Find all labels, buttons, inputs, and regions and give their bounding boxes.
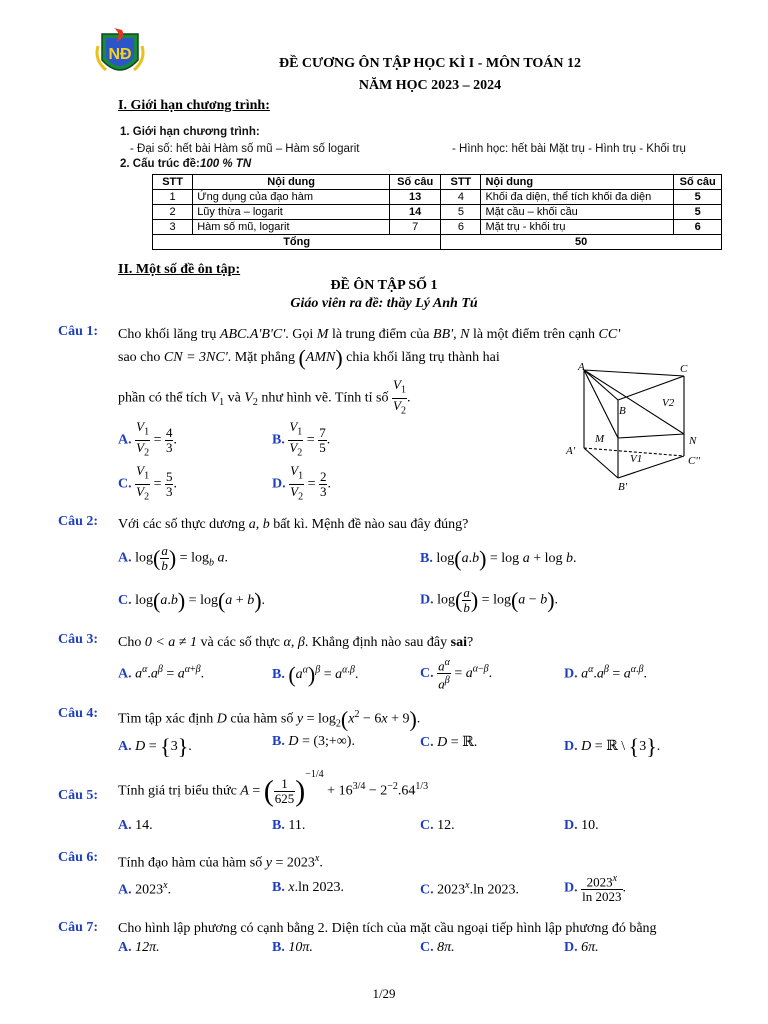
table-cell: Mặt trụ - khối trụ [481, 220, 674, 235]
q1-line1 [118, 324, 728, 346]
q3-option-d[interactable]: D. $a^\alpha.a^\beta = a^{\alpha.\beta}$. [564, 664, 647, 682]
option-letter: C. [118, 593, 132, 609]
fig-label-c: C [680, 363, 688, 375]
text: như hình vẽ. Tính tỉ số [257, 390, 392, 406]
option-letter: A. [118, 666, 132, 682]
text: . Khẳng định nào sau đây [304, 635, 451, 650]
table-cell: Khối đa diện, thể tích khối đa diện [481, 190, 674, 205]
option-value: 12. [437, 818, 455, 833]
q7-option-a[interactable] [118, 940, 160, 956]
option-letter: D. [564, 739, 578, 755]
text: Với các số thực dương [118, 517, 249, 532]
text: Cho khối lăng trụ [118, 327, 220, 342]
col-stt: STT [153, 175, 193, 190]
q4-option-d[interactable]: D. D = ℝ \ {3}. [564, 734, 661, 759]
q5-label: Câu 5: [58, 788, 99, 803]
text: là một điểm trên cạnh [469, 327, 599, 342]
option-letter: D. [272, 476, 286, 492]
option-value: 8π. [437, 940, 455, 955]
table-cell: 1 [153, 190, 193, 205]
geometry-scope: - Hình học: hết bài Mặt trụ - Hình trụ - Khối trụ [452, 143, 686, 155]
q3-option-c[interactable]: C. $\frac{a^\alpha}{a^\beta}$ = $a^{\alpha-\beta}$. [420, 657, 493, 692]
option-value: 10. [581, 818, 599, 833]
denominator: 3 [165, 439, 173, 455]
exam-teacher: Giáo viên ra đề: thầy Lý Anh Tú [290, 296, 478, 311]
table-cell: Lũy thừa – logarit [193, 205, 390, 220]
q5-option-b[interactable] [272, 818, 305, 834]
q2-label: Câu 2: [58, 514, 99, 529]
q7-label: Câu 7: [58, 920, 99, 935]
page-number: 1/29 [372, 986, 396, 1001]
structure-subheading: 2. Cấu trúc đề: [120, 158, 200, 170]
option-letter: B. [272, 818, 285, 833]
math: a, b [248, 517, 270, 532]
total-label: Tổng [153, 235, 441, 250]
option-value: 12π. [135, 940, 160, 955]
section1-heading: I. Giới hạn chương trình: [118, 98, 270, 113]
option-letter: C. [420, 940, 434, 955]
numerator: 2 [319, 468, 327, 484]
q6-text: Tính đạo hàm của hàm số $y = 2023^x$. [118, 853, 323, 871]
school-logo [92, 26, 148, 82]
math: BB' [433, 327, 454, 342]
table-header-row [153, 175, 722, 190]
table-cell: 6 [674, 220, 722, 235]
table-cell: Hàm số mũ, logarit [193, 220, 390, 235]
math: CN = 3NC' [163, 350, 228, 366]
math: α, β [283, 635, 305, 650]
q1-label: Câu 1: [58, 324, 99, 339]
table-cell: 13 [390, 190, 441, 205]
col-count-2: Số câu [674, 175, 722, 190]
q7-option-d[interactable] [564, 940, 599, 956]
q5-text: Tính giá trị biểu thức A = ( $\frac{1}{625}$ )$^{-1/4} + 16^{3/4} - 2^{-2}.64^{1/3}$ [118, 769, 429, 808]
q5-option-a[interactable] [118, 818, 153, 834]
limit-subheading: 1. Giới hạn chương trình: [120, 126, 260, 138]
option-letter: D. [420, 592, 434, 608]
q2-option-d[interactable]: D. log( $\frac{a}{b}$ ) = log(a − b). [420, 585, 559, 615]
col-count: Số câu [390, 175, 441, 190]
table-cell: 2 [153, 205, 193, 220]
text: Tìm tập xác định [118, 711, 217, 727]
option-letter: B. [272, 734, 285, 749]
numerator: 7 [319, 424, 326, 440]
q3-option-b[interactable]: B. $(a^\alpha)^\beta = a^{\alpha.\beta}$. [272, 662, 359, 687]
option-letter: A. [118, 882, 132, 898]
q1-option-c[interactable]: C. $\frac{V_1}{V_2}$ = $\frac{5}{3}$ . [118, 463, 177, 503]
text: ? [466, 635, 474, 650]
q1-option-d[interactable]: D. $\frac{V_1}{V_2}$ = $\frac{2}{3}$ . [272, 463, 331, 503]
numerator: 4 [165, 424, 173, 440]
q5-option-c[interactable] [420, 818, 455, 834]
table-row [153, 205, 722, 220]
math: AMN [305, 350, 336, 366]
total-value: 50 [441, 235, 722, 250]
text: của hàm số [226, 711, 297, 727]
table-cell: 6 [441, 220, 481, 235]
table-row [153, 190, 722, 205]
option-letter: B. [272, 432, 285, 448]
q1-line3: phần có thể tích $V_1$ và $V_2$ như hình vẽ. Tính tỉ số $\frac{V_1}{V_2}$ . [118, 377, 411, 417]
table-cell: 4 [441, 190, 481, 205]
section2-heading: II. Một số đề ôn tập: [118, 262, 241, 277]
text: Tính giá trị biểu thức [118, 783, 241, 799]
col-stt-2: STT [441, 175, 481, 190]
option-letter: C. [420, 666, 434, 682]
q4-text: Tìm tập xác định D của hàm số $y = \log_2(x^2 - 6x + 9)$. [118, 706, 421, 732]
fig-label-b-prime: B' [618, 481, 628, 493]
table-cell: 7 [390, 220, 441, 235]
fig-label-n: N [689, 435, 697, 447]
emphasis: sai [450, 635, 467, 650]
q1-line2: sao cho CN = 3NC'. Mặt phẳng (AMN) chia khối lăng trụ thành hai [118, 345, 500, 370]
math: 0 < a ≠ 1 [144, 635, 197, 650]
math: D [216, 711, 227, 727]
option-letter: B. [420, 551, 433, 567]
q3-label: Câu 3: [58, 632, 99, 647]
col-content: Nội dung [193, 175, 390, 190]
denominator: 3 [319, 483, 327, 499]
text: và [224, 390, 245, 406]
denominator: 3 [165, 483, 173, 499]
option-value: 10π. [288, 940, 313, 955]
option-letter: C. [420, 735, 434, 750]
option-letter: B. [272, 880, 285, 895]
fig-label-m: M [595, 433, 605, 445]
option-letter: A. [118, 432, 132, 448]
table-cell: 3 [153, 220, 193, 235]
text: bất kì. Mệnh đề nào sau đây đúng? [269, 517, 469, 532]
text: Cho [118, 635, 145, 650]
option-value: 11. [288, 818, 306, 833]
prism-diagram [562, 360, 722, 496]
fig-label-a-prime: A' [566, 445, 576, 457]
q1-option-a[interactable]: A. $\frac{V_1}{V_2}$ = $\frac{4}{3}$ . [118, 419, 177, 459]
option-letter: B. [272, 940, 285, 955]
fig-label-a: A [578, 361, 585, 373]
fig-label-v1: V1 [630, 453, 643, 465]
table-cell: 5 [674, 190, 722, 205]
structure-value: 100 % TN [200, 158, 252, 170]
table-cell: 5 [441, 205, 481, 220]
q2-option-a[interactable]: A. log( $\frac{a}{b}$ ) = $\log_b a$. [118, 543, 228, 573]
option-letter: A. [118, 550, 132, 566]
fig-label-v2: V2 [662, 397, 675, 409]
option-letter: A. [118, 739, 132, 755]
svg-text:NĐ: NĐ [108, 46, 132, 63]
option-letter: D. [564, 666, 578, 682]
q7-text: Cho hình lập phương có cạnh bằng 2. Diện tích của mặt cầu ngoại tiếp hình lập phương đó bằng [118, 921, 657, 936]
numerator: 5 [165, 468, 173, 484]
q6-option-b[interactable]: B. x.ln 2023. [272, 880, 344, 895]
q4-option-b[interactable]: B. D = (3;+∞). [272, 734, 355, 749]
table-row [153, 220, 722, 235]
q1-option-b[interactable]: B. $\frac{V_1}{V_2}$ = $\frac{7}{5}$ . [272, 419, 331, 459]
option-letter: A. [118, 940, 132, 955]
option-letter: D. [564, 818, 578, 833]
school-year: NĂM HỌC 2023 – 2024 [358, 78, 502, 93]
q2-option-b[interactable]: B. log(a.b) = log a + log b. [420, 546, 577, 571]
q2-option-c[interactable]: C. log(a.b) = log(a + b). [118, 588, 266, 613]
option-letter: D. [564, 880, 578, 896]
q3-option-a[interactable]: A. $a^\alpha.a^\beta = a^{\alpha+\beta}$. [118, 664, 205, 682]
denominator: 5 [319, 439, 326, 455]
table-cell: Ứng dụng của đạo hàm [193, 190, 390, 205]
math: CC' [598, 327, 621, 342]
option-value: 14. [135, 818, 153, 833]
option-letter: A. [118, 818, 132, 833]
math: M [316, 327, 329, 342]
text: Tính đạo hàm của hàm số [118, 855, 266, 871]
school-logo-icon [92, 26, 148, 82]
q6-label: Câu 6: [58, 850, 99, 865]
algebra-scope: - Đại số: hết bài Hàm số mũ – Hàm số logarit [130, 143, 360, 155]
fig-label-b: B [619, 405, 626, 417]
option-letter: D. [564, 940, 578, 955]
option-letter: C. [420, 818, 434, 833]
q2-text [118, 514, 728, 536]
text: sao cho [118, 350, 164, 366]
option-letter: B. [272, 667, 285, 683]
q5-option-d[interactable] [564, 818, 599, 834]
text: . Gọi [285, 327, 317, 342]
option-letter: C. [118, 476, 132, 492]
q3-text [118, 632, 728, 654]
text: , [453, 327, 461, 342]
q6-option-d[interactable]: D. $\frac{2023^x}{\ln 2023}$ . [564, 873, 626, 905]
text: và các số thực [196, 635, 284, 650]
fig-label-c-prime: C'' [688, 455, 701, 467]
document-title: ĐỀ CƯƠNG ÔN TẬP HỌC KÌ I - MÔN TOÁN 12 [278, 56, 582, 71]
prism-figure [562, 360, 722, 496]
table-cell: 5 [674, 205, 722, 220]
option-letter: C. [420, 882, 434, 898]
option-value: 6π. [581, 940, 599, 955]
exam-title: ĐỀ ÔN TẬP SỐ 1 [330, 278, 438, 293]
q7-option-c[interactable] [420, 940, 455, 956]
text: là trung điểm của [328, 327, 434, 342]
q6-option-c[interactable]: C. 2023$^x$.ln 2023. [420, 880, 519, 898]
text: chia khối lăng trụ thành hai [342, 350, 500, 366]
q7-option-b[interactable] [272, 940, 313, 956]
structure-table [152, 174, 722, 250]
math: N [460, 327, 470, 342]
q6-option-a[interactable]: A. 2023$^x$. [118, 880, 172, 898]
q4-option-c[interactable]: C. D = ℝ. [420, 735, 478, 750]
col-content-2: Nội dung [481, 175, 674, 190]
text: . Mặt phẳng [227, 350, 299, 366]
q4-option-a[interactable]: A. D = {3}. [118, 734, 192, 759]
q4-label: Câu 4: [58, 706, 99, 721]
table-cell: Mặt cầu – khối cầu [481, 205, 674, 220]
math: ABC.A'B'C' [219, 327, 286, 342]
table-cell: 14 [390, 205, 441, 220]
table-total-row [153, 235, 722, 250]
text: phần có thể tích [118, 390, 211, 406]
